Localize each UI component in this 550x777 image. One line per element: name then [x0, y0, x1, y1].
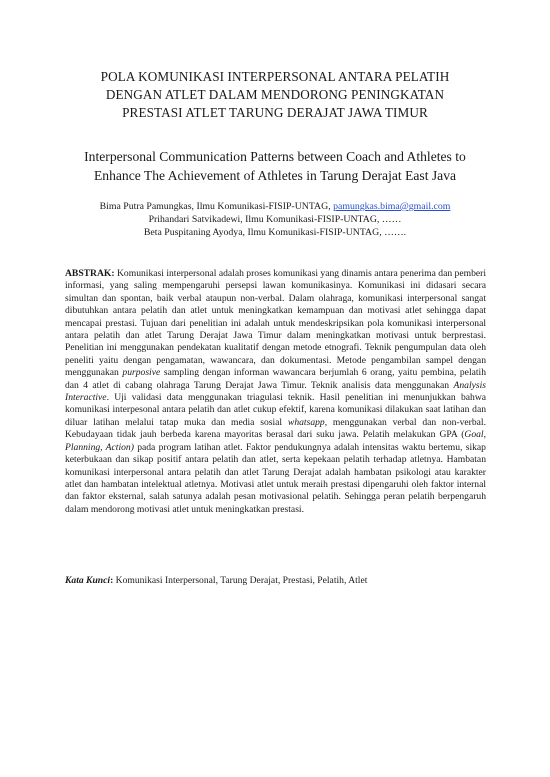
abstract-text: . Uji validasi data menggunakan triagulasi teknik. Hasil penelitian ini menunjukkan bahwa komunikasi interpesonal antara pelatih dan atlet cukup efektif, karena komunikasi dilakukan saat latihan dan diluar latihan melalui tatap muka dan media sosial [65, 392, 486, 428]
author-affiliation: Bima Putra Pamungkas, Ilmu Komunikasi-FISIP-UNTAG, [99, 201, 334, 212]
abstract-term: whatsapp [287, 416, 325, 428]
abstract-label: ABSTRAK: [65, 268, 115, 279]
abstract [65, 268, 486, 516]
abstract-text: , menggunakan verbal dan non-verbal. Kebudayaan tidak jauh berbeda karena mayoritas berasal dari suku jawa. Pelatih melakukan GPA ( [65, 416, 486, 441]
title-en-line: Interpersonal Communication Patterns between Coach and Athletes to [84, 149, 466, 164]
paper-title-indonesian [40, 68, 510, 122]
title-id-line: DENGAN ATLET DALAM MENDORONG PENINGKATAN [105, 87, 445, 102]
keywords-text: Komunikasi Interpersonal, Tarung Derajat, Prestasi, Pelatih, Atlet [113, 575, 368, 586]
author-line [40, 200, 510, 213]
title-id-line: PRESTASI ATLET TARUNG DERAJAT JAWA TIMUR [122, 105, 428, 120]
keywords-label: Kata Kunci [65, 575, 111, 586]
abstract-text: pada program latihan atlet. Faktor pendukungnya adalah intensitas waktu bertemu, sikap keterbukaan dan sikap positif antara pelatih dan atlet, serta kepekaan pelatih terhadap atletnya. Hambatan komunikasi interpersonal antara pelatih dan atlet Tarung Derajat adalah hambatan psikologi atau karakter atlet dan hambatan intelektual atletnya. Motivasi atlet untuk meraih prestasi dipengaruhi oleh faktor internal dan faktor eksternal, salah satunya adalah pesan motivasional pelatih. Sehingga peran pelatih berpengaruh dalam mendorong motivasi atlet untuk meningkatkan prestasi. [65, 441, 486, 515]
keywords [65, 575, 486, 587]
abstract-term: Goal, Planning, Action) [65, 429, 486, 453]
keywords-colon: : [110, 575, 114, 586]
author-line: Prihandari Satvikadewi, Ilmu Komunikasi-FISIP-UNTAG, …… [148, 214, 402, 225]
title-id-line: POLA KOMUNIKASI INTERPERSONAL ANTARA PELATIH [100, 69, 450, 84]
abstract-text: Komunikasi interpersonal adalah proses komunikasi yang dinamis antara penerima dan pemberi informasi, yang saling mempengaruhi persepsi lawan komunikasinya. Komunikasi ini didasari secara simultan dan spontan, baik verbal ataupun non-verbal. Dalam olahraga, komunikasi interpersonal sangat dibutuhkan antara pelatih dan atlet untuk meningkatkan kemampuan dan motivasi atlet sehingga dapat mencapai prestasi. Tujuan dari penelitian ini adalah untuk mendeskripsikan pola komunikasi interpersonal antara pelatih dan atlet Tarung Derajat Jawa Timur dalam meningkatkan motivasi untuk berprestasi. Penelitian ini menggunakan pendekatan kualitatif dengan metode etnografi. Teknik pengumpulan data oleh peneliti yaitu dengan pengamatan, wawancara, dan dokumentasi. Metode pengambilan sampel dengan menggunakan [65, 268, 486, 379]
author-list [40, 200, 510, 239]
abstract-term: Analysis Interactive [65, 379, 486, 404]
abstract-text: sampling dengan informan wawancara berjumlah 6 orang, yaitu pembina, pelatih dan 4 atlet di cabang olahraga Tarung Derajat Jawa Timur. Teknik analisis data menggunakan [65, 367, 486, 391]
paper-title-english [40, 147, 510, 185]
author-line: Beta Puspitaning Ayodya, Ilmu Komunikasi-FISIP-UNTAG, ……. [143, 227, 407, 238]
title-en-line: Enhance The Achievement of Athletes in Tarung Derajat East Java [93, 168, 457, 183]
abstract-term: purposive [122, 367, 161, 379]
author-email-link[interactable]: pamungkas.bima@gmail.com [333, 201, 451, 212]
